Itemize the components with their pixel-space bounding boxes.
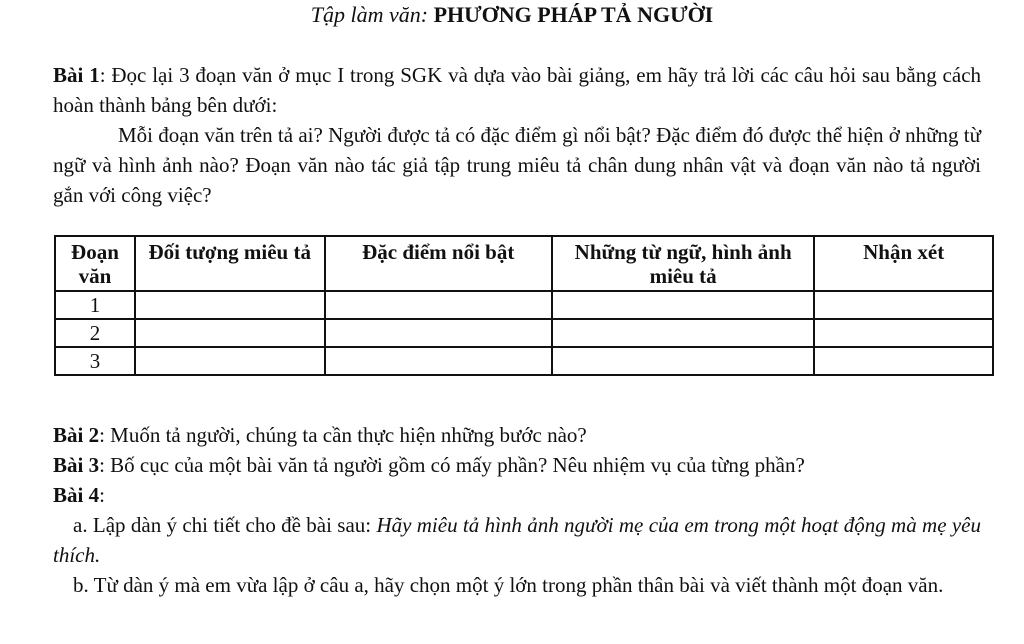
table-cell[interactable] — [135, 319, 325, 347]
table-row — [55, 319, 993, 347]
exercise-4a-prefix: a. Lập dàn ý chi tiết cho đề bài sau: — [73, 513, 377, 537]
exercise-1-text: : Đọc lại 3 đoạn văn ở mục I trong SGK và dựa vào bài giảng, em hãy trả lời các câu hỏi sau bằng cách hoàn thành bảng bên dưới: — [53, 63, 982, 117]
exercise-3 — [53, 450, 981, 480]
table-header-row — [55, 236, 993, 291]
header-doi-tuong: Đối tượng miêu tả — [135, 236, 325, 291]
table-cell[interactable] — [814, 319, 993, 347]
row-number: 1 — [55, 291, 135, 319]
exercise-3-label: Bài 3 — [53, 453, 100, 477]
exercise-4a-topic: Hãy miêu tả hình ảnh người mẹ của em trong một hoạt động mà mẹ yêu thích. — [53, 513, 981, 567]
table-cell[interactable] — [325, 291, 552, 319]
page-title — [0, 2, 1024, 28]
title-prefix: Tập làm văn: — [310, 2, 429, 27]
table-cell[interactable] — [325, 319, 552, 347]
table-cell[interactable] — [135, 347, 325, 375]
answer-table — [54, 235, 994, 376]
exercise-4-label: Bài 4 — [53, 483, 100, 507]
exercise-3-text: : Bố cục của một bài văn tả người gồm có mấy phần? Nêu nhiệm vụ của từng phần? — [99, 453, 805, 477]
row-number: 3 — [55, 347, 135, 375]
header-dac-diem: Đặc điểm nổi bật — [325, 236, 552, 291]
exercise-4-suffix: : — [99, 483, 105, 507]
table-cell[interactable] — [135, 291, 325, 319]
exercise-1 — [53, 60, 981, 210]
exercise-list — [53, 420, 981, 600]
table-cell[interactable] — [814, 347, 993, 375]
exercise-1-label: Bài 1 — [53, 63, 100, 87]
exercise-2-text: : Muốn tả người, chúng ta cần thực hiện những bước nào? — [99, 423, 587, 447]
table-cell[interactable] — [552, 291, 814, 319]
row-number: 2 — [55, 319, 135, 347]
table-row — [55, 291, 993, 319]
exercise-4 — [53, 480, 981, 510]
exercise-4b: b. Từ dàn ý mà em vừa lập ở câu a, hãy chọn một ý lớn trong phần thân bài và viết thành một đoạn văn. — [73, 573, 944, 597]
table-cell[interactable] — [814, 291, 993, 319]
exercise-1-instruction — [53, 60, 981, 120]
table-cell[interactable] — [552, 319, 814, 347]
table-row — [55, 347, 993, 375]
exercise-1-questions: Mỗi đoạn văn trên tả ai? Người được tả có đặc điểm gì nổi bật? Đặc điểm đó được thể hiện ở những từ ngữ và hình ảnh nào? Đoạn văn nào tác giả tập trung miêu tả chân dung nhân vật và đoạn văn nào tả người gắn với công việc? — [53, 123, 981, 207]
exercise-4a — [53, 510, 981, 570]
header-nhan-xet: Nhận xét — [814, 236, 993, 291]
header-tu-ngu: Những từ ngữ, hình ảnh miêu tả — [552, 236, 814, 291]
exercise-2-label: Bài 2 — [53, 423, 100, 447]
table-cell[interactable] — [325, 347, 552, 375]
title-main: PHƯƠNG PHÁP TẢ NGƯỜI — [433, 2, 714, 27]
table-cell[interactable] — [552, 347, 814, 375]
header-doan-van: Đoạn văn — [55, 236, 135, 291]
exercise-2 — [53, 420, 981, 450]
